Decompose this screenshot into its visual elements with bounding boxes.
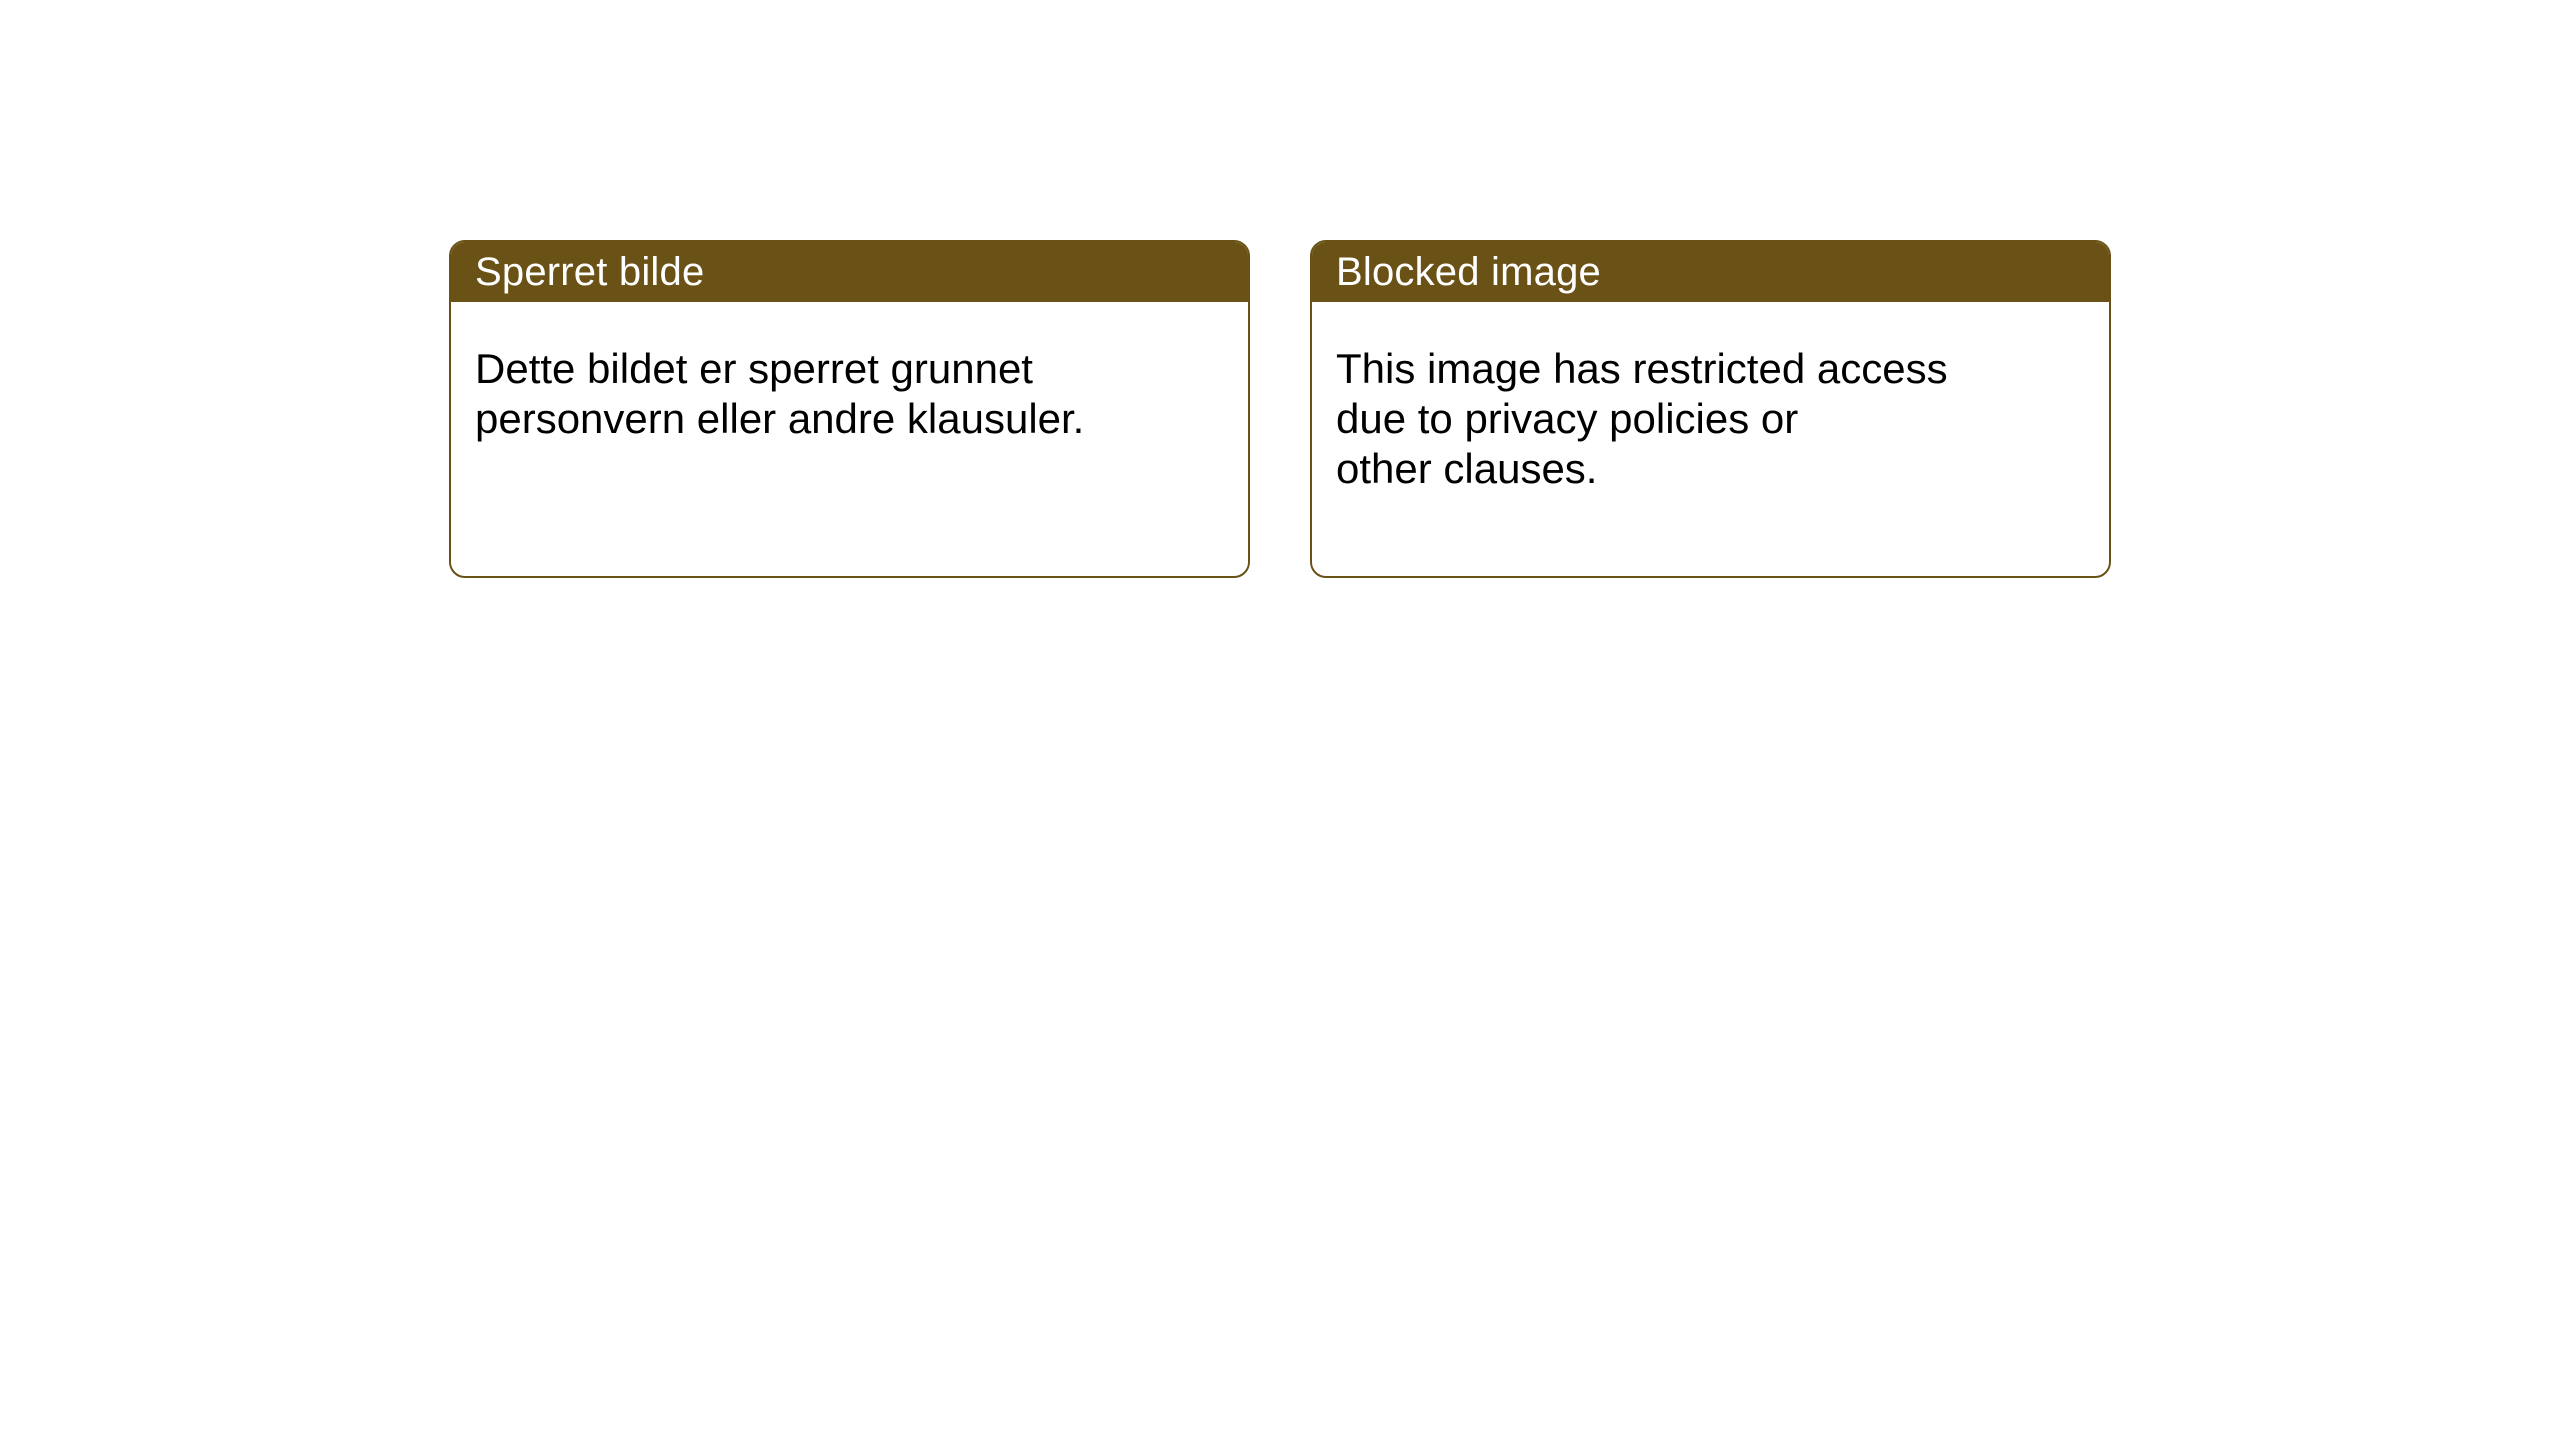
card-title: Sperret bilde: [475, 250, 705, 294]
card-body-line: This image has restricted access: [1336, 345, 1948, 392]
card-body-line: other clauses.: [1336, 445, 1598, 492]
card-body-line: personvern eller andre klausuler.: [475, 395, 1085, 442]
card-header: [1312, 242, 2109, 302]
card-body-line: due to privacy policies or: [1336, 395, 1799, 442]
blocked-image-card-english: [1310, 240, 2111, 578]
card-title: Blocked image: [1336, 250, 1601, 294]
card-body-line: Dette bildet er sperret grunnet: [475, 345, 1033, 392]
card-body: [1312, 302, 2109, 494]
card-header: [451, 242, 1248, 302]
blocked-image-card-norwegian: [449, 240, 1250, 578]
card-body: [451, 302, 1248, 444]
